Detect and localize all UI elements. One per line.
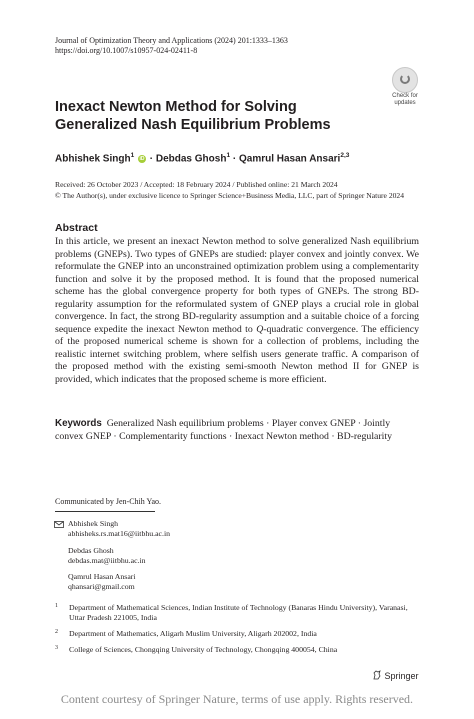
author-affiliation-mark: 1: [130, 152, 135, 159]
contact-name: Debdas Ghosh: [68, 546, 114, 555]
keywords: [55, 418, 419, 443]
author-affiliation-mark: 2,3: [340, 152, 350, 159]
publisher-name: Springer: [384, 671, 419, 681]
contact-name: Abhishek Singh: [68, 519, 119, 528]
orcid-icon[interactable]: iD: [139, 156, 145, 163]
courtesy-notice: Content courtesy of Springer Nature, terms of use apply. Rights reserved.: [60, 692, 414, 706]
communicated-by: Communicated by Jen-Chih Yao.: [55, 497, 161, 506]
refresh-icon: [392, 67, 418, 93]
contact-email[interactable]: debdas.mat@iitbhu.ac.in: [68, 556, 146, 565]
doi-link[interactable]: https://doi.org/10.1007/s10957-024-02411-8: [55, 46, 198, 55]
affiliation-text: Department of Mathematics, Aligarh Muslim University, Aligarh 202002, India: [69, 629, 317, 638]
abstract-part: -quadratic convergence. The efficiency of the proposed numerical scheme is shown for a collection of problems, including the realistic internet switching problem, where selfish users generate traffic. A comparison of the proposed method with the existing semi-smooth Newton method II for GNEP is provided, which indicates that the proposed scheme is more efficient.: [55, 323, 419, 385]
affiliation-text: Department of Mathematical Sciences, Indian Institute of Technology (Banaras Hindu University), Varanasi, Uttar Pradesh 221005, India: [69, 603, 408, 622]
contact-email[interactable]: abhisheks.rs.mat16@iitbhu.ac.in: [68, 529, 171, 538]
check-for-updates-badge[interactable]: [386, 67, 424, 105]
abstract-math: Q: [256, 323, 264, 335]
footnote-divider: [55, 511, 155, 512]
affiliation-number: 3: [55, 645, 58, 651]
author-separator: ·: [149, 153, 154, 165]
copyright-notice: © The Author(s), under exclusive licence to Springer Science+Business Media, LLC, part of Springer Nature 2024: [55, 191, 405, 200]
affiliation-text: College of Sciences, Chongqing University of Technology, Chongqing 400054, China: [69, 645, 338, 654]
keywords-text: Generalized Nash equilibrium problems · Player convex GNEP · Jointly convex GNEP · Complementarity functions · Inexact Newton method · BD-regularity: [55, 418, 392, 442]
badge-line2: updates: [394, 99, 416, 106]
contact-email[interactable]: qhansari@gmail.com: [68, 582, 135, 591]
springer-horse-icon: [372, 670, 382, 680]
abstract-text: [55, 236, 419, 386]
publisher-logo: [372, 670, 419, 681]
envelope-icon: [54, 521, 64, 528]
author-list: [55, 150, 349, 165]
badge-line1: Check for: [392, 93, 418, 99]
journal-citation: Journal of Optimization Theory and Applications (2024) 201:1333–1363: [55, 36, 288, 45]
author-separator: ·: [232, 153, 237, 165]
paper-title: Inexact Newton Method for Solving Generalized Nash Equilibrium Problems: [55, 99, 331, 133]
abstract-part: In this article, we present an inexact Newton method to solve generalized Nash equilibrium problems (GNEPs). Two types of GNEPs are studied: player convex and jointly convex. We reformulate the GNEP into an unconstrained optimization problem using a complementarity function and solve it by the proposed method. It is found that the proposed numerical scheme has the global convergence property for both types of GNEPs. The strong BD-regularity assumption for the reformulated system of GNEP plays a crucial role in global convergence. In fact, the strong BD-regularity assumption and a suitable choice of a forcing sequence expedite the inexact Newton method to: [55, 236, 419, 335]
publication-dates: Received: 26 October 2023 / Accepted: 18 February 2024 / Published online: 21 March 2024: [55, 180, 338, 189]
author-affiliation-mark: 1: [226, 152, 231, 159]
affiliation-number: 1: [55, 603, 58, 609]
affiliation-number: 2: [55, 629, 58, 635]
abstract-heading: Abstract: [55, 222, 98, 234]
author-name[interactable]: Debdas Ghosh: [155, 153, 227, 165]
author-name[interactable]: Abhishek Singh: [55, 153, 131, 165]
author-name[interactable]: Qamrul Hasan Ansari: [238, 153, 341, 165]
contact-name: Qamrul Hasan Ansari: [68, 572, 136, 581]
keywords-label: Keywords: [55, 418, 102, 429]
